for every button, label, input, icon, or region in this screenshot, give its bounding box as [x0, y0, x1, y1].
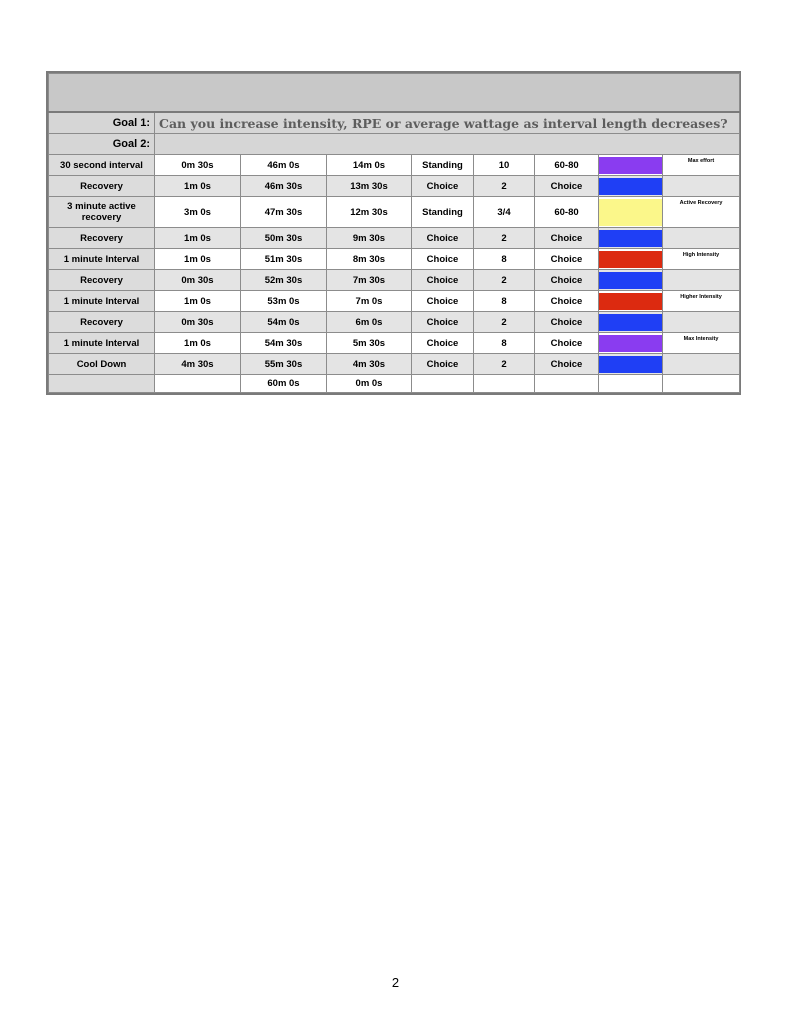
- segment-note: [663, 354, 740, 375]
- segment-duration: 1m 0s: [155, 291, 241, 312]
- segment-remaining: 6m 0s: [327, 312, 412, 333]
- segment-remaining: 14m 0s: [327, 155, 412, 176]
- segment-cadence: Choice: [535, 270, 599, 291]
- segment-position: Choice: [412, 270, 474, 291]
- table-row: [49, 176, 740, 197]
- table-row: [49, 155, 740, 176]
- intensity-color-cell: [599, 354, 663, 375]
- segment-name: Recovery: [49, 312, 155, 333]
- intensity-color-swatch: [599, 178, 662, 195]
- segment-duration: 1m 0s: [155, 333, 241, 354]
- segment-position: Choice: [412, 228, 474, 249]
- segment-duration: 0m 30s: [155, 270, 241, 291]
- table-row: [49, 291, 740, 312]
- segment-duration: 0m 30s: [155, 155, 241, 176]
- segment-elapsed: 54m 30s: [241, 333, 327, 354]
- intensity-color-swatch: [599, 335, 662, 352]
- intensity-color-cell: [599, 312, 663, 333]
- segment-position: Choice: [412, 354, 474, 375]
- segment-rpe: 8: [474, 333, 535, 354]
- intensity-color-swatch: [599, 272, 662, 289]
- workout-table-sheet: [46, 71, 741, 395]
- segment-cadence: Choice: [535, 291, 599, 312]
- segment-rpe: 2: [474, 354, 535, 375]
- segment-name: Cool Down: [49, 354, 155, 375]
- segment-rpe: 2: [474, 176, 535, 197]
- intensity-color-swatch: [599, 199, 662, 226]
- intensity-color-swatch: [599, 356, 662, 373]
- segment-elapsed: 55m 30s: [241, 354, 327, 375]
- segment-rpe: 8: [474, 291, 535, 312]
- segment-rpe: 2: [474, 270, 535, 291]
- segment-remaining: 4m 30s: [327, 354, 412, 375]
- segment-elapsed: 50m 30s: [241, 228, 327, 249]
- segment-note: [663, 312, 740, 333]
- segment-remaining: 13m 30s: [327, 176, 412, 197]
- segment-elapsed: 51m 30s: [241, 249, 327, 270]
- totals-empty-cell: [412, 375, 474, 393]
- segment-cadence: Choice: [535, 176, 599, 197]
- intensity-color-cell: [599, 333, 663, 354]
- segment-duration: 1m 0s: [155, 176, 241, 197]
- segment-elapsed: 46m 0s: [241, 155, 327, 176]
- segment-cadence: 60-80: [535, 155, 599, 176]
- segment-elapsed: 52m 30s: [241, 270, 327, 291]
- segment-rpe: 10: [474, 155, 535, 176]
- intensity-color-cell: [599, 270, 663, 291]
- intensity-color-cell: [599, 291, 663, 312]
- segment-name: Recovery: [49, 270, 155, 291]
- segment-position: Choice: [412, 333, 474, 354]
- segment-elapsed: 53m 0s: [241, 291, 327, 312]
- intensity-color-swatch: [599, 230, 662, 247]
- segment-cadence: Choice: [535, 249, 599, 270]
- intensity-color-swatch: [599, 157, 662, 174]
- segment-name: 30 second interval: [49, 155, 155, 176]
- goal-1-row: [49, 112, 740, 134]
- totals-empty-cell: [155, 375, 241, 393]
- intensity-color-swatch: [599, 314, 662, 331]
- intensity-color-cell: [599, 197, 663, 228]
- segment-position: Choice: [412, 176, 474, 197]
- segment-duration: 1m 0s: [155, 249, 241, 270]
- segment-elapsed: 47m 30s: [241, 197, 327, 228]
- table-row: [49, 270, 740, 291]
- totals-empty-cell: [663, 375, 740, 393]
- segment-position: Choice: [412, 312, 474, 333]
- segment-note: High Intensity: [663, 249, 740, 270]
- segment-duration: 1m 0s: [155, 228, 241, 249]
- segment-cadence: 60-80: [535, 197, 599, 228]
- segment-name: 3 minute active recovery: [49, 197, 155, 228]
- totals-empty-cell: [599, 375, 663, 393]
- segment-note: [663, 228, 740, 249]
- goal-2-row: [49, 134, 740, 155]
- intensity-color-cell: [599, 155, 663, 176]
- segment-note: Max effort: [663, 155, 740, 176]
- segment-duration: 0m 30s: [155, 312, 241, 333]
- intensity-color-swatch: [599, 251, 662, 268]
- segment-name: Recovery: [49, 176, 155, 197]
- segment-position: Standing: [412, 197, 474, 228]
- intensity-color-swatch: [599, 293, 662, 310]
- table-row: [49, 228, 740, 249]
- goal-1-text: Can you increase intensity, RPE or average wattage as interval length decreases?: [155, 112, 740, 134]
- segment-cadence: Choice: [535, 354, 599, 375]
- table-row: [49, 333, 740, 354]
- goal-2-text: [155, 134, 740, 155]
- segment-position: Choice: [412, 291, 474, 312]
- segment-name: 1 minute Interval: [49, 333, 155, 354]
- segment-position: Choice: [412, 249, 474, 270]
- totals-empty-cell: [535, 375, 599, 393]
- goal-2-label: Goal 2:: [49, 134, 155, 155]
- segment-remaining: 12m 30s: [327, 197, 412, 228]
- intensity-color-cell: [599, 228, 663, 249]
- segment-note: Active Recovery: [663, 197, 740, 228]
- goal-1-label: Goal 1:: [49, 112, 155, 134]
- segment-cadence: Choice: [535, 228, 599, 249]
- segment-remaining: 9m 30s: [327, 228, 412, 249]
- segment-name: 1 minute Interval: [49, 249, 155, 270]
- page-number: 2: [391, 975, 400, 990]
- segment-duration: 3m 0s: [155, 197, 241, 228]
- segment-rpe: 2: [474, 312, 535, 333]
- table-row: [49, 249, 740, 270]
- intensity-color-cell: [599, 249, 663, 270]
- segment-remaining: 7m 30s: [327, 270, 412, 291]
- table-row: [49, 354, 740, 375]
- segment-rpe: 3/4: [474, 197, 535, 228]
- segment-cadence: Choice: [535, 312, 599, 333]
- segment-elapsed: 54m 0s: [241, 312, 327, 333]
- segment-position: Standing: [412, 155, 474, 176]
- totals-row: [49, 375, 740, 393]
- segment-remaining: 5m 30s: [327, 333, 412, 354]
- totals-empty-cell: [474, 375, 535, 393]
- total-remaining: 0m 0s: [327, 375, 412, 393]
- table-row: [49, 312, 740, 333]
- workout-table: [48, 73, 740, 393]
- header-band: [49, 74, 740, 113]
- segment-remaining: 7m 0s: [327, 291, 412, 312]
- totals-name-cell: [49, 375, 155, 393]
- segment-rpe: 2: [474, 228, 535, 249]
- segment-remaining: 8m 30s: [327, 249, 412, 270]
- segment-note: Max Intensity: [663, 333, 740, 354]
- segment-duration: 4m 30s: [155, 354, 241, 375]
- header-band-cell: [49, 74, 740, 113]
- segment-elapsed: 46m 30s: [241, 176, 327, 197]
- intensity-color-cell: [599, 176, 663, 197]
- total-elapsed: 60m 0s: [241, 375, 327, 393]
- segment-cadence: Choice: [535, 333, 599, 354]
- segment-name: 1 minute Interval: [49, 291, 155, 312]
- table-row: [49, 197, 740, 228]
- segment-note: Higher Intensity: [663, 291, 740, 312]
- segment-note: [663, 176, 740, 197]
- segment-note: [663, 270, 740, 291]
- segment-name: Recovery: [49, 228, 155, 249]
- segment-rpe: 8: [474, 249, 535, 270]
